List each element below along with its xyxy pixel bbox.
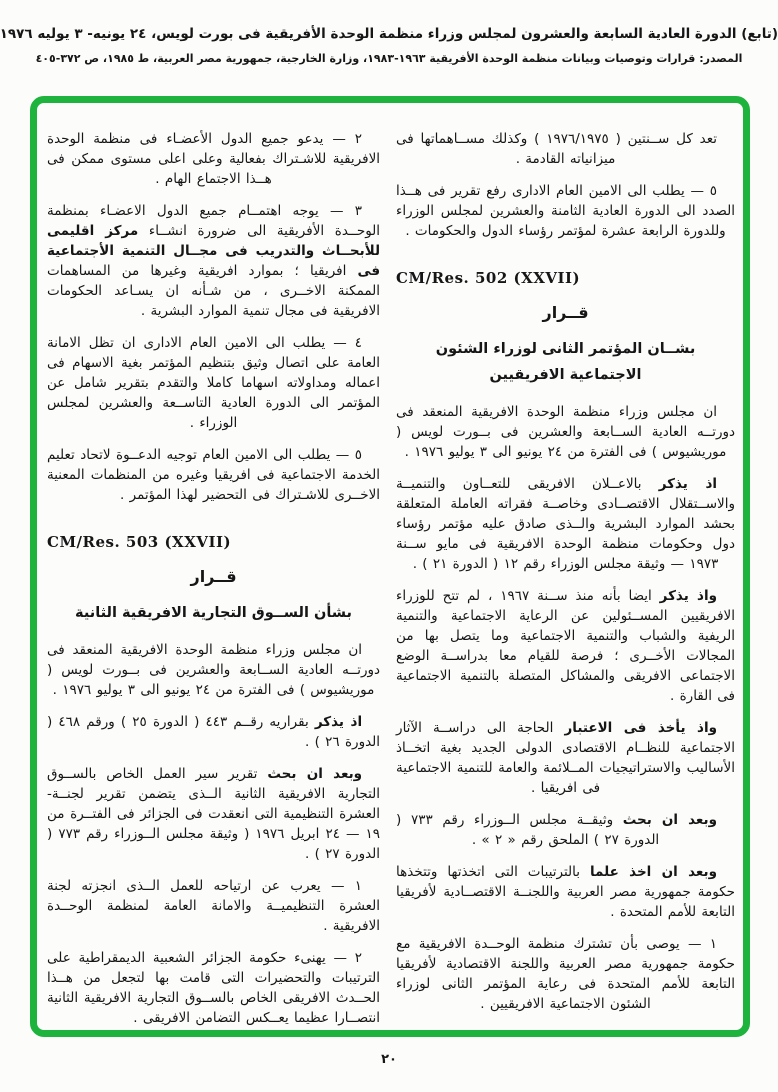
- paragraph: ٥ — يطلب الى الامين العام توجيه الدعــوة لاتحاد تعليم الخدمة الاجتماعية فى افريقيا وغيره من المنظمات المعنية الاخــرى للاشـتراك فى التحضير لهذا المؤتمر .: [47, 447, 381, 503]
- paragraph: وبعد ان اخذ علما بالترتيبات التى اتخذتها وتتخذها حكومة جمهورية مصر العربية واللجنــة الاقتصــادية لأفريقيا التابعة للأمم المتحدة .: [396, 864, 735, 920]
- column-left: [47, 129, 380, 1037]
- paragraph: ١ — يوصى بأن تشترك منظمة الوحــدة الافريقية مع حكومة جمهورية مصر العربية واللجنة الاقتصادية لأفريقيا التابعة للأمم المتحدة فى رعاية المؤتمر الثانى لوزراء الشئون الاجتماعية الافريقيين .: [396, 936, 735, 1012]
- document-header: [0, 24, 778, 67]
- decision-subject: بشــان المؤتمر الثانى لوزراء الشئون الاجتماعية الافريقيين: [435, 341, 696, 383]
- header-session-title: (تابع) الدورة العادية السابعة والعشرون لمجلس وزراء منظمة الوحدة الأفريقية فى بورت لويس، ٢٤ يونيه- ٣ يوليه ١٩٧٦: [0, 26, 778, 42]
- paragraph: ان مجلس وزراء منظمة الوحدة الافريقية المنعقد فى دورتــه العادية الســابعة والعشرين فى بــورت لويس ( موريشيوس ) فى الفترة من ٢٤ يونيو الى ٣ يوليو ١٩٧٦ .: [396, 404, 735, 460]
- page-number: ٢٠: [381, 1052, 397, 1067]
- header-source-line: المصدر: قرارات وتوصيات وبيانات منظمة الوحدة الأفريقية ١٩٦٣-١٩٨٣، وزارة الخارجية، جمهورية مصر العربية، ط ١٩٨٥، ص ٣٧٢-٤٠٥: [35, 52, 743, 65]
- paragraph: اذ يذكر بالاعــلان الافريقى للتعــاون والتنميــة والاســتقلال الاقتصــادى وخاصــة فقراته العاملة المتعلقة بحشد الموارد البشرية والــذى صادق عليه مؤتمر رؤساء دول وحكومات منظمة الوحدة الافريقية فى مايو ســنة ١٩٧٣ — وثيقة مجلس الوزراء رقم ١٢ ( الدورة ٢١ ) .: [396, 476, 735, 572]
- paragraph: ٢ — يدعو جميع الدول الأعضـاء فى منظمة الوحدة الافريقية للاشـتراك بفعالية وعلى اعلى مستوى ممكن فى هــذا الاجتماع الهام .: [47, 131, 381, 187]
- resolution-code-cm-res-502: CM/Res. 502 (XXVII): [396, 269, 581, 287]
- decision-heading: قــرار: [542, 303, 589, 322]
- paragraph: ٣ — يوجه اهتمــام جميع الدول الاعضـاء بمنظمة الوحــدة الأفريقية الى ضرورة انشــاء مركز اقليمى للأبحــاث والتدريب فى مجــال التنمية الأجتماعية فى افريقيا ؛ بموارد افريقية وغيرها من المساهمات الممكنة الاخــرى ، من شـأنه ان يسـاعد الحكومات الافريقية فى مجال تنمية الموارد البشرية .: [47, 203, 381, 319]
- green-highlight-frame: [30, 96, 750, 1037]
- resolution-code-cm-res-503: CM/Res. 503 (XXVII): [47, 533, 232, 551]
- paragraph: ٤ — يطلب الى الامين العام الادارى ان تظل الامانة العامة على اتصال وثيق بتنظيم المؤتمر بغية الاسهام فى اعماله ومداولاته اسهاما كاملا والتقدم بتقرير شامل عن المؤتمر الى الدورة العادية التاســعة والعشرين لمجلس الوزراء .: [47, 335, 381, 431]
- two-column-text-area: [37, 103, 743, 1037]
- column-right: [396, 129, 735, 1037]
- paragraph: وبعد ان بحث تقرير سير العمل الخاص بالســوق التجارية الافريقية الثانية الــذى يتضمن تقرير لجنــة- العشرة التنظيمية التى انعقدت فى الجزائر فى الفتــرة من ١٩ — ٢٤ ابريل ١٩٧٦ ( وثيقة مجلس الــوزراء رقم ٧٧٣ ( الدورة ٢٧ ) .: [47, 766, 381, 862]
- decision-subject: بشأن الســوق التجارية الافريقية الثانية: [75, 605, 353, 621]
- paragraph: تعد كل ســنتين ( ١٩٧٦/١٩٧٥ ) وكذلك مســاهماتها فى ميزانياته القادمة .: [396, 131, 717, 167]
- paragraph: واذ يأخذ فى الاعتبار الحاجة الى دراســة الآثار الاجتماعية للنظــام الاقتصادى الدولى الجديد بغية اتخــاذ الأساليب والاستراتيجيات المــلائمة والعامة للتنمية الاجتماعية فى افريقيا .: [396, 720, 735, 796]
- paragraph: ١ — يعرب عن ارتياحه للعمل الــذى انجزته لجنة العشرة التنظيميــة والامانة العامة لمنظمة الوحــدة الافريقية .: [47, 878, 381, 934]
- paragraph: ٢ — يهنىء حكومة الجزائر الشعبية الديمقراطية على الترتيبات والتحضيرات التى قامت بها لتجعل من هــذا الحــدث الافريقى الخاص بالســوق التجارية الافريقية الثانية انتصــارا عظيما يعــكس التضامن الافريقى .: [47, 950, 381, 1026]
- paragraph: ان مجلس وزراء منظمة الوحدة الافريقية المنعقد فى دورتــه العادية الســابعة والعشرين فى بــورت لويس ( موريشيوس ) فى الفترة من ٢٤ يونيو الى ٣ يوليو ١٩٧٦ .: [47, 642, 381, 698]
- paragraph: اذ يذكر بقراريه رقــم ٤٤٣ ( الدورة ٢٥ ) ورقم ٤٦٨ ( الدورة ٢٦ ) .: [47, 714, 381, 750]
- paragraph: وبعد ان بحث وثيقــة مجلس الــوزراء رقم ٧٣٣ ( الدورة ٢٧ ) الملحق رقم « ٢ » .: [396, 812, 717, 848]
- paragraph: واذ يذكر ايضا بأنه منذ ســنة ١٩٦٧ ، لم تتح للوزراء الافريقيين المســئولين عن الرعاية الاجتماعية والتنمية الريفية والشباب والتنمية الاجتماعية وما يتصل بها من المجالات الأخــرى ؛ فرصة للقيام معا بدراســة الوضع الاجتماعى الافريقى والمشاكل المتصلة بالتنمية الاجتماعية فى القارة .: [396, 588, 735, 704]
- decision-heading: قــرار: [190, 567, 237, 586]
- paragraph: ٥ — يطلب الى الامين العام الادارى رفع تقرير فى هــذا الصدد الى الدورة العادية الثامنة والعشرين لمجلس الوزراء وللدورة الرابعة عشرة لمؤتمر رؤساء الدول والحكومات .: [396, 183, 735, 239]
